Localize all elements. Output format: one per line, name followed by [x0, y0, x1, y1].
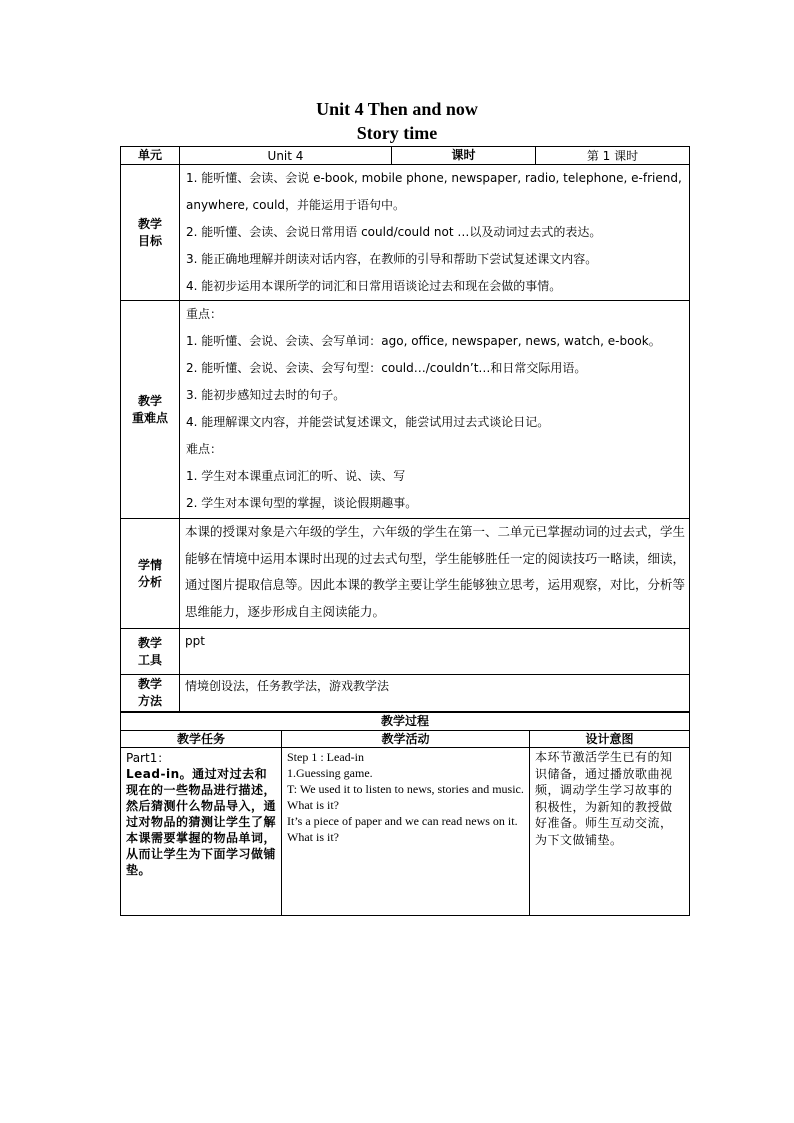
keypoint-line: 4. 能理解课文内容，并能尝试复述课文，能尝试用过去式谈论日记。 — [186, 415, 550, 429]
keypoint-line: 2. 学生对本课句型的掌握，谈论假期趣事。 — [186, 496, 418, 510]
analysis-content: 本课的授课对象是六年级的学生，六年级的学生在第一、二单元已掌握动词的过去式，学生能够在情境中运用本课时出现的过去式句型，学生能够胜任一定的阅读技巧一略读，细读，通过图片提取信息等。因此本课的教学主要让学生能够独立思考，运用观察，对比，分析等思维能力，逐步形成自主阅读能力。 — [180, 519, 690, 629]
objective-line: 3. 能正确地理解并朗读对话内容，在教师的引导和帮助下尝试复述课文内容。 — [186, 252, 598, 266]
unit-label: 单元 — [121, 147, 180, 165]
process-table — [120, 712, 690, 916]
unit-value: Unit 4 — [180, 147, 392, 165]
objectives-content — [180, 165, 690, 301]
lesson-info-table — [120, 146, 690, 712]
objective-line: anywhere, could，并能运用于语句中。 — [186, 198, 406, 212]
methods-content: 情境创设法，任务教学法，游戏教学法 — [180, 675, 690, 712]
page-subtitle: Story time — [356, 123, 438, 143]
header-intent: 设计意图 — [530, 731, 690, 748]
objectives-label: 教学 目标 — [121, 165, 180, 301]
methods-label: 教学 方法 — [121, 675, 180, 712]
task-part: Part1： — [126, 751, 170, 765]
process-header-row — [121, 731, 690, 748]
keypoints-content — [180, 301, 690, 519]
header-activity: 教学活动 — [282, 731, 530, 748]
keypoint-line: 1. 能听懂、会说、会读、会写单词：ago, office, newspaper, news, watch, e-book。 — [186, 334, 661, 348]
unit-row — [121, 147, 690, 165]
keypoint-line: 3. 能初步感知过去时的句子。 — [186, 388, 346, 402]
activity-line: 1.Guessing game. — [287, 766, 373, 780]
methods-row — [121, 675, 690, 712]
keypoints-label: 教学 重难点 — [121, 301, 180, 519]
keypoint-line: 1. 学生对本课重点词汇的听、说、读、写 — [186, 469, 406, 483]
keypoint-line: 难点： — [186, 442, 223, 456]
process-caption: 教学过程 — [121, 713, 690, 731]
objective-line: 2. 能听懂、会读、会说日常用语 could/could not …以及动词过去式的表达。 — [186, 225, 602, 239]
activity-line: T: We used it to listen to news, stories and music. — [287, 782, 524, 796]
activity-cell — [282, 748, 530, 916]
activity-line: It’s a piece of paper and we can read news on it. — [287, 814, 518, 828]
page-title: Unit 4 Then and now — [316, 99, 478, 119]
activity-line: Step 1 : Lead-in — [287, 750, 364, 764]
keypoint-line: 重点： — [186, 307, 223, 321]
activity-line: What is it? — [287, 798, 339, 812]
tools-label: 教学 工具 — [121, 629, 180, 675]
task-cell — [121, 748, 282, 916]
activity-line: What is it? — [287, 830, 339, 844]
period-label: 课时 — [392, 147, 536, 165]
header-task: 教学任务 — [121, 731, 282, 748]
process-step-row — [121, 748, 690, 916]
task-text: Lead-in。通过对过去和现在的一些物品进行描述，然后猜测什么物品导入，通过对物品的猜测让学生了解本课需要掌握的物品单词，从而让学生为下面学习做铺垫。 — [126, 767, 277, 877]
period-value: 第 1 课时 — [536, 147, 690, 165]
objectives-row — [121, 165, 690, 301]
tools-row — [121, 629, 690, 675]
analysis-label: 学情 分析 — [121, 519, 180, 629]
tools-content: ppt — [180, 629, 690, 675]
objective-line: 4. 能初步运用本课所学的词汇和日常用语谈论过去和现在会做的事情。 — [186, 279, 562, 293]
keypoint-line: 2. 能听懂、会说、会读、会写句型：could…/couldn’t…和日常交际用语。 — [186, 361, 587, 375]
analysis-row — [121, 519, 690, 629]
objective-line: 1. 能听懂、会读、会说 e-book, mobile phone, newspaper, radio, telephone, e-friend, — [186, 171, 682, 185]
keypoints-row — [121, 301, 690, 519]
intent-cell: 本环节激活学生已有的知识储备，通过播放歌曲视频，调动学生学习故事的积极性，为新知的教授做好准备。师生互动交流，为下文做铺垫。 — [530, 748, 690, 916]
process-caption-row — [121, 713, 690, 731]
